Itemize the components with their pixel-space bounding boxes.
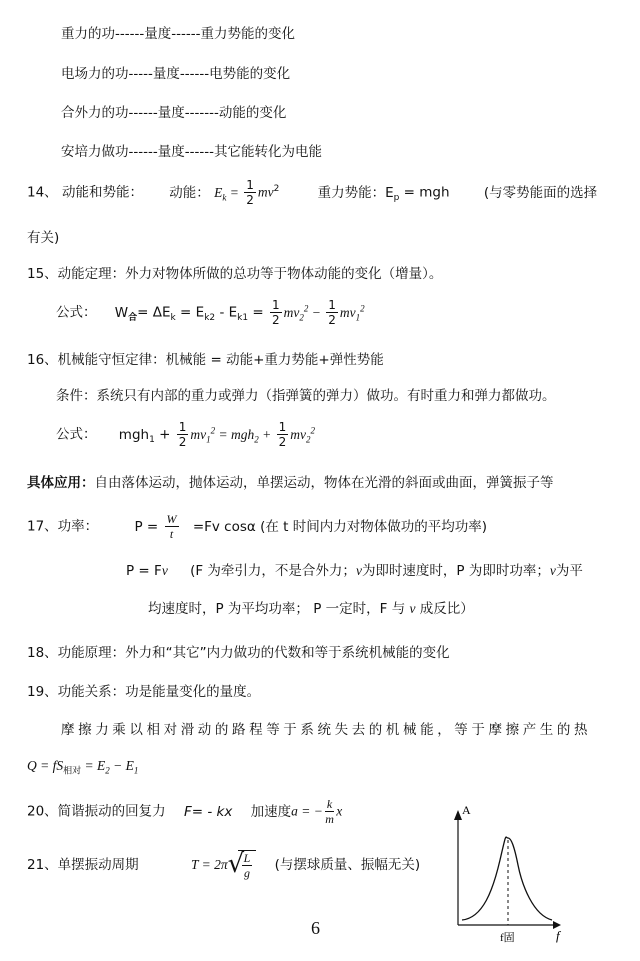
item-20 [27,797,342,826]
mv1-2: $mv_1^2$ [339,303,365,323]
eq-dek: = ΔE [137,304,171,321]
sub-p: p [393,193,400,204]
item-15-formula [56,298,365,327]
t-eq: T = 2π [190,857,228,872]
rest3: 为平 [555,563,583,579]
resonance-curve-chart [448,800,573,950]
item-14-cont: 有关) [27,230,60,246]
formula-label: 公式： [56,426,97,443]
item-14 [27,178,597,207]
mgh: = mgh [399,184,450,201]
text-electric-work: 电场力的功-----量度------电势能的变化 [61,66,291,82]
minus-ek1: - E [215,304,238,321]
fraction-half: $\frac{1}{2}$ [272,298,280,327]
item-21 [27,850,420,880]
sub-k2: k2 [204,313,216,324]
item-14-kinetic: 动能： [169,184,210,201]
mgh1: mgh [118,426,150,443]
y-label: A [462,803,471,817]
squared: 2 [273,184,280,194]
rest1: (F 为牵引力，不是合外力； [190,563,356,579]
text-ampere-work: 安培力做功------量度------其它能转化为电能 [61,144,322,160]
sub-2: 2 [105,765,110,776]
p-eq: P = [134,518,159,535]
cv: v [409,601,416,616]
ek-formula: $E_k$ = [214,184,243,203]
item-16-formula: 公式： mgh$_1$ + $\frac{1}{2}$ $mv_1^2 = mgh_2$ + $\frac{1}{2}$ $mv_2^2$ [56,420,315,449]
sub-he: 合 [128,313,138,324]
rest2: 为即时速度时，P 为即时功率； [361,563,550,579]
item-14-potential: 重力势能：E [317,184,394,201]
item-17-rest: =Fv cosα (在 t 时间内力对物体做功的平均功率) [192,518,487,535]
e2-part: = E [81,758,106,773]
item-14-note: (与零势能面的选择 [483,184,598,201]
mv2-2b: $mv_2^2$ [290,425,315,445]
page-number: 6 [311,918,320,938]
fraction-k-m: $\frac{k}{m}$ [325,797,334,826]
text-gravity-work: 重力的功------量度------重力势能的变化 [61,26,295,42]
v2: v [355,563,362,578]
v3: v [549,563,556,578]
c2: 成反比） [415,601,474,617]
acc-label: 加速度 [250,803,292,820]
item-17 [27,512,487,541]
item-17-c [148,597,474,617]
text-net-work: 合外力的功------量度-------动能的变化 [61,105,287,121]
fraction-w-t: $\frac{W}{t}$ [166,512,177,541]
fraction-half: $\frac{1}{2}$ [328,298,336,327]
item-20-label: 20、简谐振动的回复力 [27,803,166,820]
p-fv: P = F [126,563,162,579]
sub-1: 1 [149,435,155,446]
item-17-b [126,559,583,579]
item-15: 15、动能定理：外力对物体所做的总功等于物体动能的变化（增量）。 [27,266,443,282]
fraction-half: $\frac{1}{2}$ [278,420,287,449]
item-21-label: 21、单摆振动周期 [27,857,139,873]
energy-eq: $mv_1^2 = mgh_2$ + [190,425,275,445]
x: x [336,803,343,819]
sqrt-l-g: √ $\frac{L}{g}$ [228,850,257,880]
curve-line [462,837,552,920]
sub-rel: 相对 [63,765,82,776]
item-16: 16、机械能守恒定律：机械能 = 动能+重力势能+弹性势能 [27,352,384,368]
application [27,471,554,491]
sub-k: k [170,313,176,324]
eq3: = [248,304,264,321]
sub-k1: k1 [237,313,249,324]
x-label: f [556,928,560,943]
friction-heat-formula [27,758,138,777]
item-14-label: 14、 动能和势能： [27,184,143,201]
y-axis-arrow [454,810,462,820]
item-21-note: (与摆球质量、振幅无关) [274,857,421,873]
mv2-2: $mv_2^2$ − [283,303,325,323]
sub-1b: 1 [133,765,139,776]
item-19-text: 摩擦力乘以相对滑动的路程等于系统失去的机械能，等于摩擦产生的热 [61,722,592,738]
item-19: 19、功能关系：功是能量变化的量度。 [27,684,261,700]
item-17-label: 17、功率： [27,518,99,535]
a-eq: a = − [291,803,323,819]
application-text: 自由落体运动，抛体运动，单摆运动，物体在光滑的斜面或曲面，弹簧振子等 [94,475,554,491]
c1: 均速度时，P 为平均功率； P 一定时，F 与 [148,601,410,617]
w: W [114,304,129,321]
tick-label: f固 [500,932,515,944]
application-label: 具体应用： [27,475,95,491]
q-fs: Q = fS [27,758,64,773]
item-18: 18、功能原理：外力和“其它”内力做功的代数和等于系统机械能的变化 [27,645,450,661]
minus-e1: − E [109,758,134,773]
fraction-half: $\frac{1}{2}$ [178,420,187,449]
restoring-force: F= - kx [183,803,233,820]
formula-label: 公式： [56,304,97,321]
mv: mv [257,184,274,200]
item-16-condition: 条件：系统只有内部的重力或弹力（指弹簧的弹力）做功。有时重力和弹力都做功。 [56,388,556,404]
eq-ek2: = E [175,304,205,321]
fraction-half: $\frac{1}{2}$ [246,178,254,207]
v: v [161,563,168,578]
